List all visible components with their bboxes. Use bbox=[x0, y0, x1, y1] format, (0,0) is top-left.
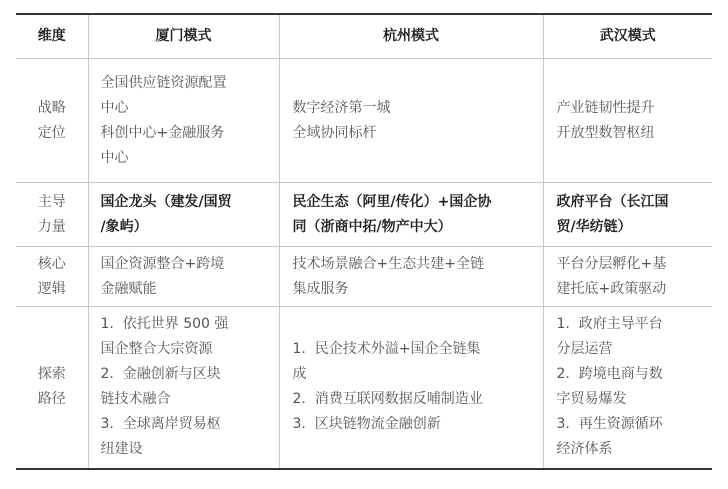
dimension-cell bbox=[16, 247, 88, 307]
cell-line: 平台分层孵化+基 bbox=[556, 255, 667, 272]
header-row bbox=[16, 14, 712, 59]
cell-line: 建托底+政策驱动 bbox=[556, 280, 667, 297]
cell-line: 国企整合大宗资源 bbox=[100, 341, 213, 358]
dimension-line: 核心 bbox=[37, 255, 66, 272]
cell-line: /象屿） bbox=[100, 218, 148, 235]
cell-wuhan bbox=[543, 307, 712, 469]
cell-line: 纽建设 bbox=[100, 441, 143, 458]
cell-line: 1. 政府主导平台 bbox=[556, 316, 663, 333]
dimension-line: 探索 bbox=[37, 366, 66, 383]
cell-line: 国企资源整合+跨境 bbox=[100, 255, 225, 272]
cell-line: 技术场景融合+生态共建+全链 bbox=[292, 255, 484, 272]
cell-line: 3. 区块链物流金融创新 bbox=[292, 416, 441, 433]
cell-wuhan bbox=[543, 247, 712, 307]
cell-line: 数字经济第一城 bbox=[292, 99, 391, 116]
cell-hangzhou bbox=[279, 247, 543, 307]
cell-line: 贸/华纺链） bbox=[556, 218, 632, 235]
cell-line: 科创中心+金融服务 bbox=[100, 124, 225, 141]
cell-line: 中心 bbox=[100, 149, 129, 166]
cell-line: 全域协同标杆 bbox=[292, 124, 377, 141]
table-header bbox=[16, 14, 712, 59]
dimension-line: 定位 bbox=[37, 124, 66, 141]
cell-line: 开放型数智枢纽 bbox=[556, 124, 655, 141]
dimension-line: 逻辑 bbox=[37, 280, 66, 297]
cell-line: 国企龙头（建发/国贸 bbox=[100, 193, 232, 210]
cell-hangzhou bbox=[279, 307, 543, 469]
cell-line: 1. 民企技术外溢+国企全链集 bbox=[292, 341, 481, 358]
header-hangzhou-mode: 杭州模式 bbox=[279, 14, 543, 59]
cell-xiamen bbox=[88, 59, 279, 183]
cell-line: 2. 消费互联网数据反哺制造业 bbox=[292, 391, 483, 408]
cell-xiamen bbox=[88, 247, 279, 307]
cell-line: 经济体系 bbox=[556, 441, 613, 458]
cell-line: 3. 全球离岸贸易枢 bbox=[100, 416, 221, 433]
dimension-cell bbox=[16, 59, 88, 183]
cell-line: 链技术融合 bbox=[100, 391, 171, 408]
cell-hangzhou bbox=[279, 59, 543, 183]
cell-line: 成 bbox=[292, 366, 307, 383]
dimension-line: 路径 bbox=[37, 391, 66, 408]
cell-wuhan bbox=[543, 183, 712, 247]
cell-line: 同（浙商中拓/物产中大） bbox=[292, 218, 452, 235]
dimension-line: 力量 bbox=[37, 218, 66, 235]
cell-line: 集成服务 bbox=[292, 280, 349, 297]
dimension-line: 战略 bbox=[37, 99, 66, 116]
header-wuhan-mode: 武汉模式 bbox=[543, 14, 712, 59]
cell-line: 3. 再生资源循环 bbox=[556, 416, 663, 433]
cell-line: 中心 bbox=[100, 99, 129, 116]
cell-line: 产业链韧性提升 bbox=[556, 99, 655, 116]
header-dimension: 维度 bbox=[16, 14, 88, 59]
comparison-table bbox=[16, 13, 712, 470]
table-row-leading-force bbox=[16, 183, 712, 247]
cell-line: 民企生态（阿里/传化）+国企协 bbox=[292, 193, 492, 210]
dimension-line: 主导 bbox=[37, 193, 66, 210]
header-xiamen-mode: 厦门模式 bbox=[88, 14, 279, 59]
cell-line: 1. 依托世界 500 强 bbox=[100, 316, 229, 333]
cell-line: 全国供应链资源配置 bbox=[100, 74, 227, 91]
cell-hangzhou bbox=[279, 183, 543, 247]
table-row-strategy bbox=[16, 59, 712, 183]
cell-line: 分层运营 bbox=[556, 341, 613, 358]
cell-line: 2. 金融创新与区块 bbox=[100, 366, 221, 383]
dimension-cell bbox=[16, 183, 88, 247]
cell-line: 政府平台（长江国 bbox=[556, 193, 669, 210]
dimension-cell bbox=[16, 307, 88, 469]
cell-line: 2. 跨境电商与数 bbox=[556, 366, 663, 383]
table-row-core-logic bbox=[16, 247, 712, 307]
table-body bbox=[16, 59, 712, 469]
table-row-exploration-path bbox=[16, 307, 712, 469]
cell-xiamen bbox=[88, 307, 279, 469]
cell-line: 金融赋能 bbox=[100, 280, 157, 297]
cell-line: 字贸易爆发 bbox=[556, 391, 627, 408]
cell-xiamen bbox=[88, 183, 279, 247]
cell-wuhan bbox=[543, 59, 712, 183]
